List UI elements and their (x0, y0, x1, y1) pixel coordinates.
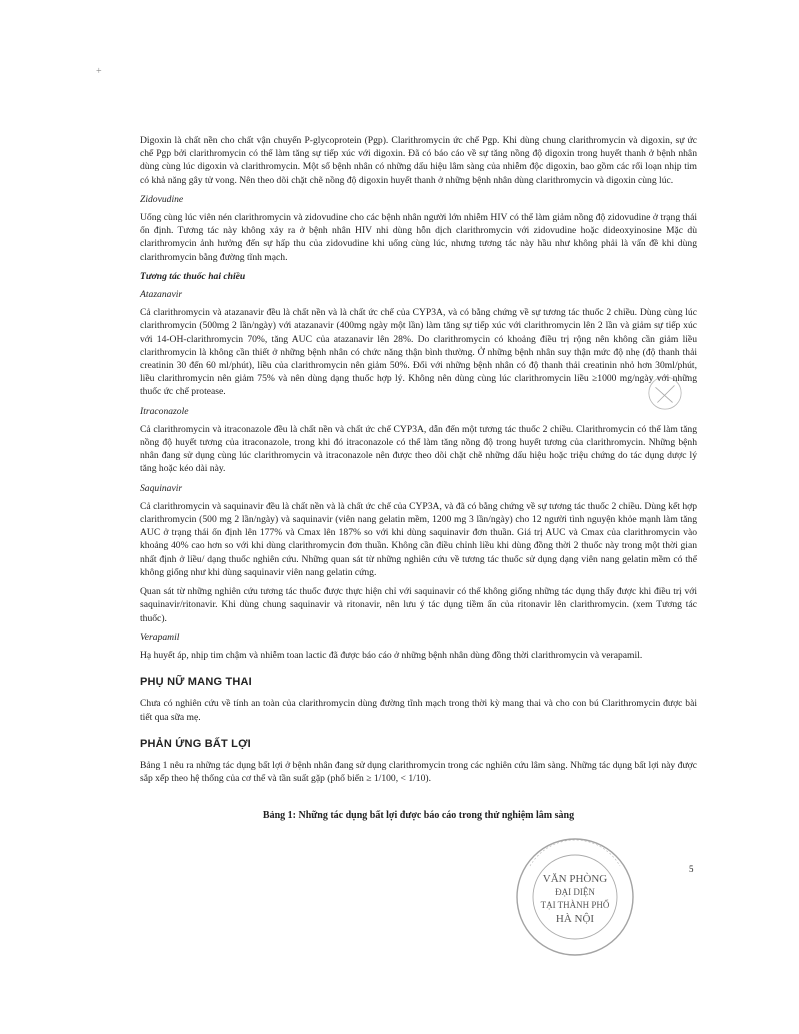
stamp-line-4: HÀ NỘI (555, 913, 595, 925)
table-caption: Bảng 1: Những tác dụng bất lợi được báo cáo trong thử nghiệm lâm sàng (262, 810, 575, 822)
page-number: 5 (689, 864, 694, 874)
subheading-itraconazole: Itraconazole (140, 405, 189, 417)
paragraph-adverse-reactions: Bảng 1 nêu ra những tác dụng bất lợi ở bệnh nhân đang sử dụng clarithromycin trong các nghiên cứu lâm sàng. Những tác dụng bất lợi này được sắp xếp theo hệ thống của cơ thể và tần suất gặp (phổ biến ≥ 1/100, < 1/10). (140, 759, 697, 785)
subheading-saquinavir: Saquinavir (140, 482, 183, 494)
stamp-line-1: VĂN PHÒNG (542, 873, 608, 885)
corner-mark: + (96, 66, 102, 77)
stamp-line-2: ĐẠI DIỆN (555, 887, 595, 897)
stamp-line-3: TẠI THÀNH PHỐ (540, 900, 610, 910)
paragraph-atazanavir: Cả clarithromycin và atazanavir đều là chất nền và là chất ức chế của CYP3A, và có bằng chứng về sự tương tác thuốc 2 chiều. Dùng cùng lúc clarithromycin (500mg 2 lần/ngày) với atazanavir (400mg ngày một lần) làm tăng sự tiếp xúc với clarithromycin lên 2 lần và giảm sự tiếp xúc với 14-OH-clarithromycin 70%, tăng AUC của atazanavir lên 28%. Do clarithromycin có khoảng điều trị rộng nên không cần giảm liều clarithromycin là không cần thiết ở những bệnh nhân có chức năng thận bình thường. Ở những bệnh nhân suy thận mức độ nhẹ (độ thanh thải creatinin 30 đến 60 ml/phút), liều của clarithromycin nên giảm 50%. Đối với những bệnh nhân có độ thanh thải creatinin nhỏ hơn 30ml/phút, liều clarithromycin nên giảm 75% và nên dùng dạng thuốc hợp lý. Không nên dùng cùng lúc clarithromycin liều ≥1000 mg/ngày với những thuốc ức chế protease. (140, 307, 697, 398)
heading-adverse-reactions: PHẢN ỨNG BẤT LỢI (140, 737, 251, 750)
paragraph-itraconazole: Cả clarithromycin và itraconazole đều là chất nền và chất ức chế CYP3A, dẫn đến một tương tác thuốc 2 chiều. Clarithromycin có thể làm tăng nồng độ huyết tương của itraconazole, trong khi đó itraconazole có thể làm tăng nồng độ trong huyết tương của clarithromycin. Những bệnh nhân đang sử dụng cùng lúc clarithromycin và itraconazole nên được theo dõi chặt chẽ những dấu hiệu hoặc triệu chứng do tác dụng dược lý tăng hoặc kéo dài này. (140, 423, 697, 475)
small-stamp-mark (646, 374, 684, 412)
document-body (140, 134, 697, 823)
paragraph-digoxin: Digoxin là chất nền cho chất vận chuyển P-glycoprotein (Pgp). Clarithromycin ức chế Pgp. Khi dùng chung clarithromycin và digoxin, sự ức chế Pgp bởi clarithromycin có thể làm tăng sự tiếp xúc với digoxin. Đã có báo cáo về sự tăng nồng độ digoxin trong huyết thanh ở bệnh nhân dùng cùng lúc digoxin và clarithromycin. Một số bệnh nhân có những dấu hiệu lâm sàng của nhiễm độc digoxin, bao gồm các rối loạn nhịp tim có khả năng gây tử vong. Nên theo dõi chặt chẽ nồng độ digoxin huyết thanh ở những bệnh nhân dùng clarithromycin và digoxin cùng lúc. (140, 135, 697, 186)
paragraph-saquinavir-note: Quan sát từ những nghiên cứu tương tác thuốc được thực hiện chỉ với saquinavir có thể không giống những tác dụng thấy được khi điều trị với saquinavir/ritonavir. Khi dùng chung saquinavir và ritonavir, nên lưu ý tác dụng tiềm ẩn của ritonavir lên clarithromycin. (xem Tương tác thuốc). (140, 586, 697, 624)
subheading-atazanavir: Atazanavir (140, 289, 183, 301)
paragraph-verapamil: Hạ huyết áp, nhịp tim chậm và nhiễm toan lactic đã được báo cáo ở những bệnh nhân dùng đồng thời clarithromycin và verapamil. (140, 649, 643, 661)
subheading-two-way: Tương tác thuốc hai chiều (140, 270, 246, 282)
subheading-verapamil: Verapamil (140, 631, 180, 643)
subheading-zidovudine: Zidovudine (140, 193, 184, 205)
paragraph-zidovudine: Uống cùng lúc viên nén clarithromycin và zidovudine cho các bệnh nhân người lớn nhiễm HIV có thể làm giảm nồng độ zidovudine ở trạng thái ổn định. Tương tác này không xảy ra ở bệnh nhân HIV nhi dùng hỗn dịch clarithromycin với zidovudine hoặc dideoxyinosine Mặc dù clarithromycin ảnh hưởng đến sự hấp thu của zidovudine khi uống cùng lúc, nhưng tương tác này hầu như không phải là vấn đề khi dùng clarithromycin bằng đường tĩnh mạch. (140, 212, 697, 263)
office-stamp (514, 836, 636, 958)
heading-pregnancy: PHỤ NỮ MANG THAI (140, 676, 252, 689)
paragraph-pregnancy: Chưa có nghiên cứu về tính an toàn của clarithromycin dùng đường tĩnh mạch trong thời kỳ mang thai và cho con bú Clarithromycin được bài tiết qua sữa mẹ. (140, 698, 697, 723)
paragraph-saquinavir: Cả clarithromycin và saquinavir đều là chất nền và là chất ức chế của CYP3A, và đã có bằng chứng về sự tương tác thuốc 2 chiều. Dùng kết hợp clarithromycin (500 mg 2 lần/ngày) và saquinavir (viên nang gelatin mềm, 1200 mg 3 lần/ngày) cho 12 người tình nguyện khỏe mạnh làm tăng AUC ở trạng thái ổn định lên 177% và Cmax lên 187% so với khi dùng saquinavir đơn thuần. Giá trị AUC và Cmax của clarithromycin vào khoảng 40% cao hơn so với khi dùng clarithromycin đơn thuần. Không cần điều chỉnh liều khi dùng đồng thời 2 thuốc này trong một thời gian nhất định ở liều/ dạng thuốc nghiên cứu. Những quan sát từ những nghiên cứu về tương tác thuốc sử dụng dạng viên nang gelatin mềm có thể không giống như khi dùng saquinavir viên nang gelatin cứng. (140, 500, 697, 578)
